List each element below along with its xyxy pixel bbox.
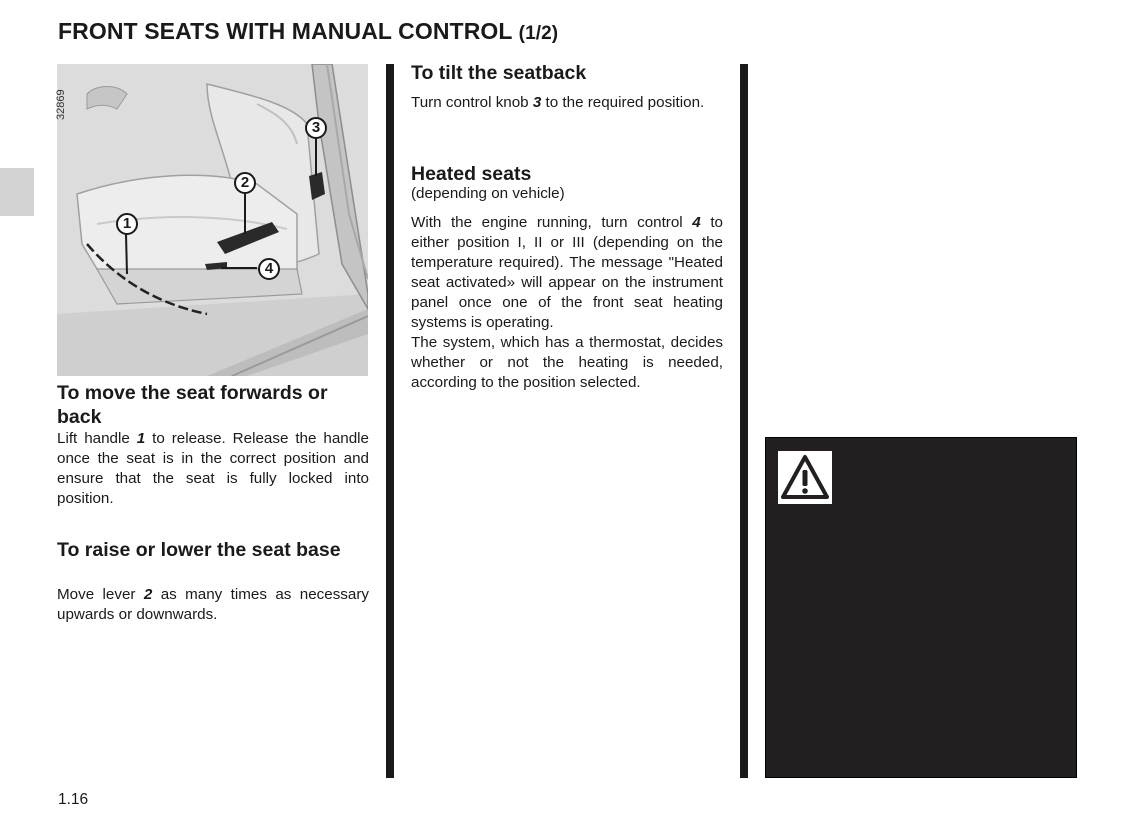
page-number: 1.16 bbox=[58, 791, 89, 808]
figure-reference-code: 32869 bbox=[55, 89, 67, 120]
warning-box bbox=[765, 437, 1077, 778]
warning-triangle-icon bbox=[777, 450, 833, 505]
text-raise-seat: Move lever 2 as many times as necessary upwards or downwards. bbox=[57, 586, 370, 623]
text-heated-seats: With the engine running, turn control 4 to either position I, II or III (depending on the temperature required). The message "Heated seat activated» will appear on the instrument panel once one of the front seat heating systems is operating. The system, which has a thermostat, decides whether or not the heating is needed, according to the position selected. bbox=[411, 214, 723, 391]
warning-triangle-glyph bbox=[778, 451, 832, 504]
callout-3: 3 bbox=[305, 117, 327, 139]
page-part: (1/2) bbox=[518, 23, 559, 44]
text-tilt-seatback: Turn control knob 3 to the required position. bbox=[411, 94, 705, 111]
chapter-tab bbox=[0, 168, 34, 216]
callout-4: 4 bbox=[258, 258, 280, 280]
heading-tilt-seatback: To tilt the seatback bbox=[411, 62, 587, 84]
subheading-heated-seats: (depending on vehicle) bbox=[411, 185, 565, 202]
column-divider-right bbox=[740, 64, 748, 778]
callout-2: 2 bbox=[234, 172, 256, 194]
column-divider-left bbox=[386, 64, 394, 778]
text-heated-seats-thermostat: The system, which has a thermostat, decides whether or not the heating is needed, according to the position selected. bbox=[411, 334, 723, 391]
heading-move-seat: To move the seat forwards or back bbox=[57, 382, 328, 428]
heading-raise-seat: To raise or lower the seat base bbox=[57, 539, 341, 561]
ref-4: 4 bbox=[692, 214, 701, 231]
seat-drawing bbox=[57, 64, 368, 376]
callout-1: 1 bbox=[116, 213, 138, 235]
heading-heated-seats: Heated seats bbox=[411, 163, 532, 185]
page-title bbox=[58, 18, 558, 45]
seat-illustration bbox=[57, 64, 368, 376]
ref-1: 1 bbox=[136, 430, 146, 447]
ref-2: 2 bbox=[143, 586, 153, 603]
page-title-text: FRONT SEATS WITH MANUAL CONTROL bbox=[58, 18, 513, 44]
text-move-seat: Lift handle 1 to release. Release the handle once the seat is in the correct position and ensure that the seat is fully locked into position. bbox=[57, 430, 369, 507]
ref-3: 3 bbox=[532, 94, 542, 111]
